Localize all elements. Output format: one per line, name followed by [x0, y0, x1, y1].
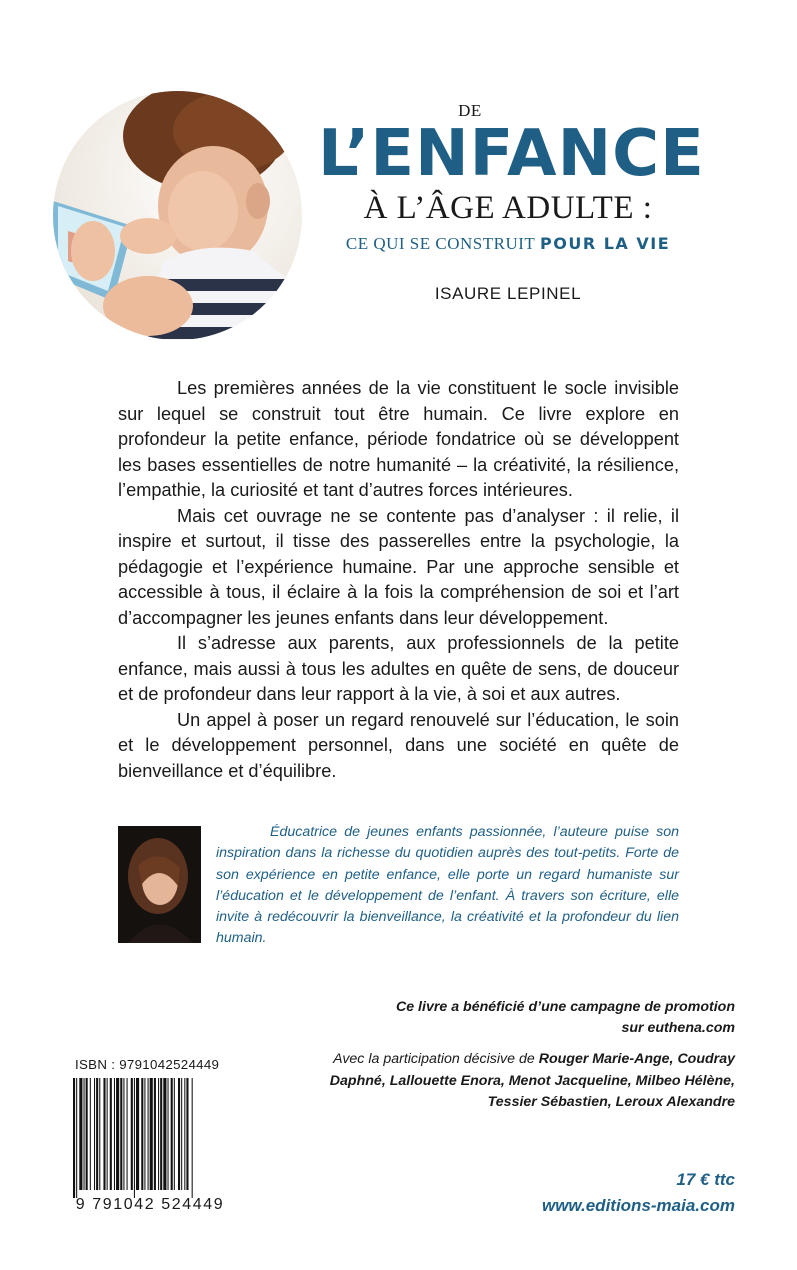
- barcode-bar: [154, 1078, 156, 1190]
- title-prefix: DE: [458, 101, 482, 120]
- summary-paragraph: Les premières années de la vie constituent le socle invisible sur lequel se construit tout être humain. Ce livre explore en profondeur la petite enfance, période fondatrice où se développent les bases essentielles de notre humanité – la créativité, la résilience, l’empathie, la curiosité et tant d’autres forces intérieures.: [118, 378, 679, 500]
- book-subtitle: [300, 234, 716, 254]
- barcode-bar: [120, 1078, 122, 1190]
- promo-line: Ce livre a bénéficié d’une campagne de promotion: [395, 999, 735, 1015]
- barcode-bar: [163, 1078, 166, 1190]
- summary-paragraph: Il s’adresse aux parents, aux professionnels de la petite enfance, mais aussi à tous les adultes en quête de sens, de douceur et de profondeur dans leur rapport à la vie, à soi et aux autres.: [118, 633, 679, 704]
- barcode-bar: [94, 1078, 95, 1190]
- barcode-bar: [103, 1078, 105, 1190]
- barcode-bar: [107, 1078, 108, 1190]
- barcode-bar: [136, 1078, 139, 1190]
- barcode-bar: [114, 1078, 115, 1190]
- participation-credits: [315, 1049, 735, 1114]
- barcode-bar: [134, 1078, 135, 1198]
- barcode-bar: [76, 1078, 77, 1198]
- publisher-website: www.editions-maia.com: [541, 1196, 735, 1215]
- child-illustration: [53, 91, 302, 340]
- barcode-bar: [73, 1078, 75, 1198]
- barcode-bar: [168, 1078, 169, 1190]
- promo-line: sur euthena.com: [621, 1020, 735, 1036]
- isbn-label: ISBN : 9791042524449: [75, 1057, 220, 1072]
- book-title-main: L’ENFANCE: [318, 117, 705, 191]
- author-portrait: [118, 826, 201, 943]
- author-name: ISAURE LEPINEL: [434, 284, 582, 303]
- author-photo: [118, 826, 201, 943]
- participation-intro: Avec la participation décisive de: [333, 1051, 535, 1067]
- author-bio: Éducatrice de jeunes enfants passionnée, l’auteure puise son inspiration dans la richesse du quotidien auprès des tout-petits. Forte de son expérience en petite enfance, elle porte un regard humaniste sur l’éducation et le développement de l’enfant. À travers son écriture, elle invite à redécouvrir la bienveillance, la créativité et la profondeur du lien humain.: [216, 824, 679, 947]
- barcode-bar: [171, 1078, 173, 1190]
- barcode-bar: [150, 1078, 153, 1190]
- barcode-bar: [144, 1078, 145, 1190]
- subtitle-part-b: POUR LA VIE: [540, 234, 671, 253]
- barcode-bar: [181, 1078, 182, 1190]
- barcode-bar: [79, 1078, 82, 1190]
- barcode-bar: [174, 1078, 175, 1190]
- barcode-bar: [148, 1078, 149, 1190]
- barcode-bar: [178, 1078, 180, 1190]
- barcode-bars: [71, 1078, 229, 1198]
- barcode-bar: [186, 1078, 188, 1190]
- barcode-bar: [90, 1078, 91, 1190]
- barcode-bar: [99, 1078, 100, 1190]
- price: 17 € ttc: [676, 1170, 735, 1189]
- barcode-bar: [160, 1078, 162, 1190]
- barcode-bar: [131, 1078, 133, 1190]
- barcode-bar: [184, 1078, 185, 1190]
- participation-names: Rouger Marie-Ange, Coudray Daphné, Lallouette Enora, Menot Jacqueline, Milbeo Hélène, Tessier Sébastien, Leroux Alexandre: [329, 1051, 735, 1110]
- barcode-bar: [116, 1078, 119, 1190]
- summary-paragraph: Mais cet ouvrage ne se contente pas d’analyser : il relie, il inspire et surtout, il tisse des passerelles entre la psychologie, la pédagogie et l’expérience humaine. Par une approche sensible et accessible à tous, il éclaire à la fois la compréhension de soi et l’art d’accompagner les jeunes enfants dans leur développement.: [118, 505, 679, 628]
- barcode: [71, 1078, 229, 1218]
- summary-paragraph: Un appel à poser un regard renouvelé sur l’éducation, le soin et le développement personnel, dans une société en quête de bienveillance et d’équilibre.: [118, 709, 679, 781]
- barcode-bar: [86, 1078, 88, 1190]
- barcode-digits: 9 791042 524449: [75, 1196, 225, 1213]
- book-title-line2: À L’ÂGE ADULTE :: [363, 190, 653, 226]
- barcode-bar: [192, 1078, 193, 1198]
- barcode-bar: [158, 1078, 159, 1190]
- barcode-bar: [127, 1078, 128, 1190]
- barcode-bar: [110, 1078, 112, 1190]
- book-summary: [118, 376, 679, 784]
- barcode-bar: [141, 1078, 143, 1190]
- barcode-bar: [123, 1078, 124, 1190]
- subtitle-part-a: CE QUI SE CONSTRUIT: [345, 234, 536, 253]
- cover-photo-child: [53, 91, 302, 340]
- barcode-bar: [96, 1078, 98, 1190]
- promo-note: [315, 997, 735, 1039]
- barcode-bar: [84, 1078, 85, 1190]
